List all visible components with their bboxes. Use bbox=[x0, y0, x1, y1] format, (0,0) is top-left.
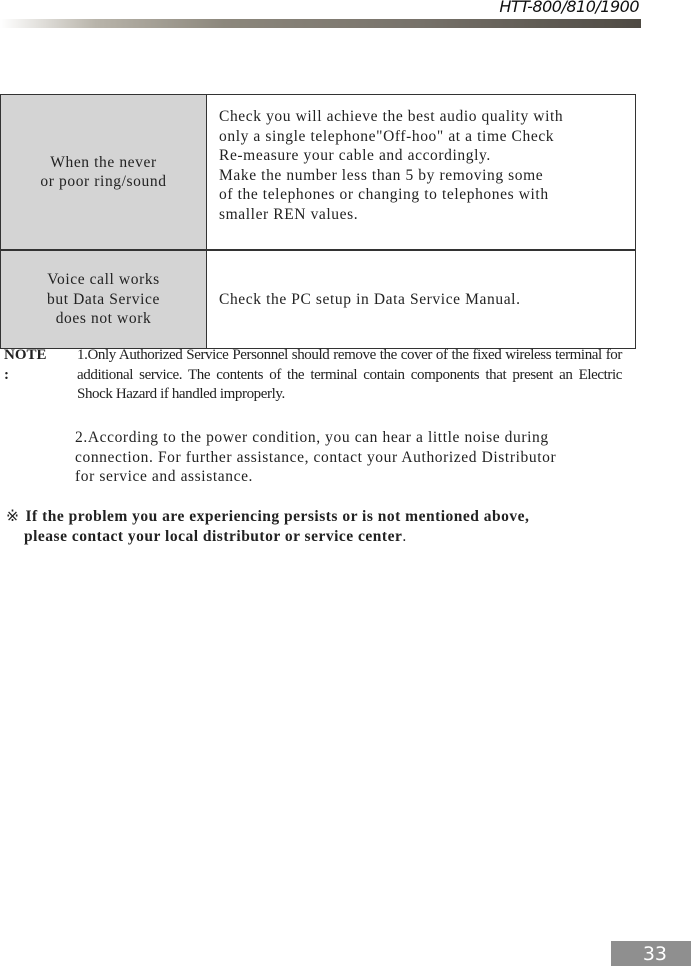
table-row bbox=[1, 250, 636, 349]
text-line: Voice call works bbox=[47, 271, 160, 289]
text-line: Re-measure your cable and accordingly. bbox=[219, 147, 491, 164]
text-line: connection. For further assistance, contact your Authorized Distributor bbox=[75, 448, 557, 466]
note-item-1: 1.Only Authorized Service Personnel should remove the cover of the fixed wireless terminal for additional service. The contents of the terminal contain components that present an Electric Shock Hazard if handled improperly. bbox=[77, 347, 622, 402]
page-number: 33 bbox=[642, 943, 667, 965]
text-line: Check you will achieve the best audio quality with bbox=[219, 108, 564, 125]
model-header: HTT-800/810/1900 bbox=[499, 0, 639, 16]
problem-cell bbox=[1, 95, 207, 251]
reference-mark-icon: ※ bbox=[6, 508, 20, 525]
text-line: If the problem you are experiencing persists or is not mentioned above, bbox=[25, 508, 530, 525]
text-line: for service and assistance. bbox=[75, 468, 254, 485]
text-line: . bbox=[402, 527, 407, 545]
solution-cell bbox=[207, 95, 636, 251]
note-label: NOTE : bbox=[4, 347, 47, 383]
text-line: Check the PC setup in Data Service Manual. bbox=[219, 290, 521, 308]
text-line: 2.According to the power condition, you can hear a little noise during bbox=[75, 429, 549, 446]
note-item-2 bbox=[75, 428, 635, 487]
text-line: or poor ring/sound bbox=[40, 173, 167, 190]
text-line: of the telephones or changing to telephones with bbox=[219, 186, 549, 203]
table-row bbox=[1, 95, 636, 251]
troubleshooting-table bbox=[0, 94, 636, 349]
text-line: only a single telephone"Off-hoo" at a time Check bbox=[219, 127, 555, 145]
text-line: Make the number less than 5 by removing some bbox=[219, 166, 544, 184]
text-line: does not work bbox=[55, 310, 152, 328]
solution-cell bbox=[207, 250, 636, 349]
page-number-badge bbox=[611, 941, 691, 966]
text-line: smaller REN values. bbox=[219, 205, 359, 223]
text-line: When the never bbox=[50, 153, 157, 171]
header-gradient-bar bbox=[0, 19, 641, 28]
problem-cell bbox=[1, 250, 207, 349]
text-line: but Data Service bbox=[47, 290, 160, 308]
text-line: please contact your local distributor or service center bbox=[24, 527, 403, 545]
warning-notice bbox=[6, 507, 529, 546]
